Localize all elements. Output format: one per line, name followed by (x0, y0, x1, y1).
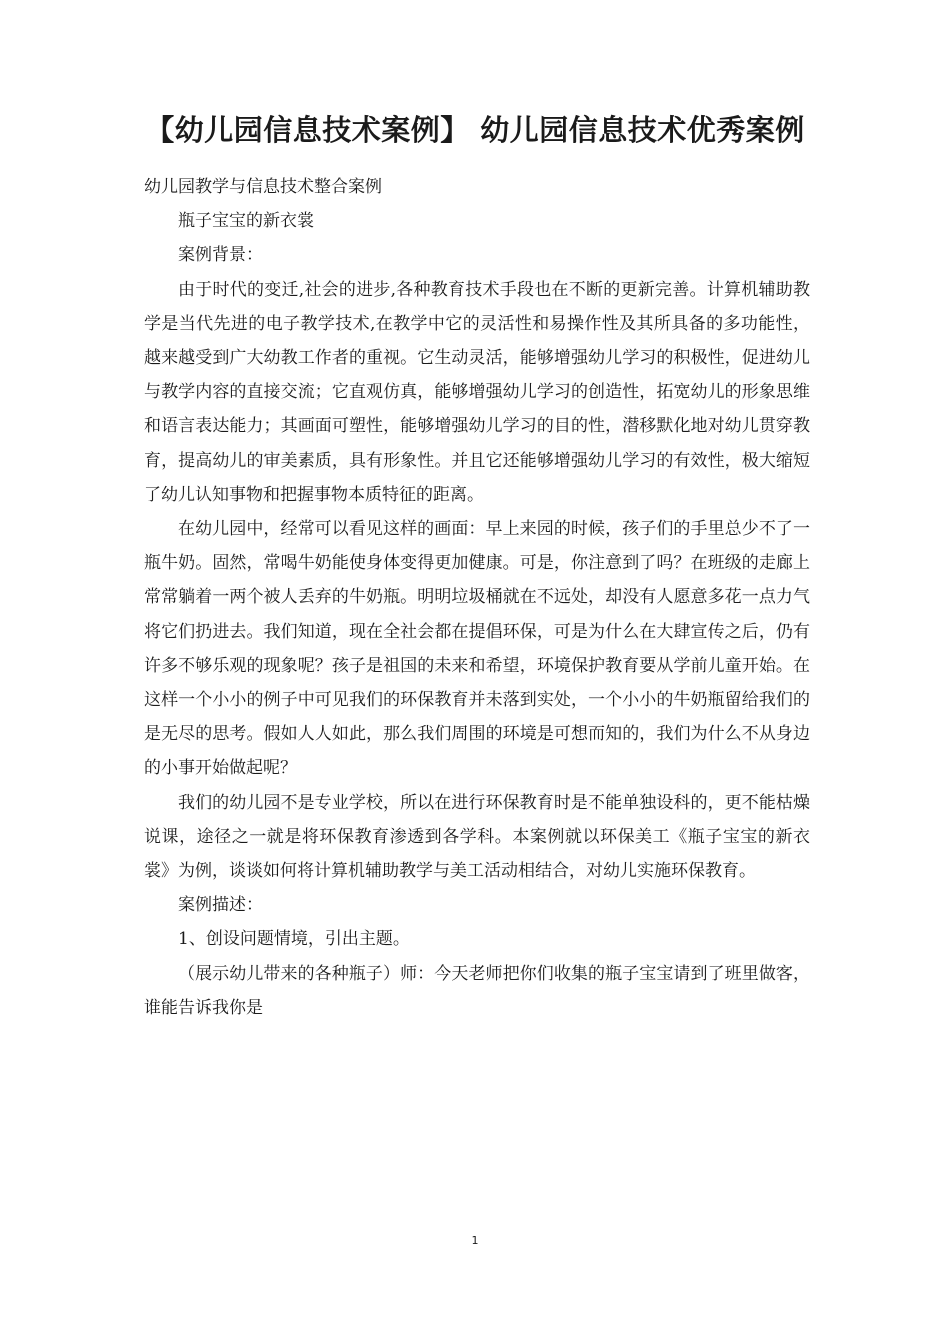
subtitle-paragraph: 幼儿园教学与信息技术整合案例 (144, 177, 382, 197)
body-paragraph: 我们的幼儿园不是专业学校，所以在进行环保教育时是不能单独设科的，更不能枯燥说课，途径之一就是将环保教育渗透到各学科。本案例就以环保美工《瓶子宝宝的新衣裳》为例，谈谈如何将计算机辅助教学与美工活动相结合，对幼儿实施环保教育。 (144, 792, 810, 882)
section-heading-background: 案例背景： (178, 245, 263, 266)
body-paragraph: 在幼儿园中，经常可以看见这样的画面：早上来园的时候，孩子们的手里总少不了一瓶牛奶。固然，常喝牛奶能使身体变得更加健康。可是，你注意到了吗？在班级的走廊上常常躺着一两个被人丢弃的牛奶瓶。明明垃圾桶就在不远处，却没有人愿意多花一点力气将它们扔进去。我们知道，现在全社会都在提倡环保，可是为什么在大肆宣传之后，仍有许多不够乐观的现象呢？孩子是祖国的未来和希望，环境保护教育要从学前儿童开始。在这样一个小小的例子中可见我们的环保教育并未落到实处，一个小小的牛奶瓶留给我们的是无尽的思考。假如人人如此，那么我们周围的环境是可想而知的，我们为什么不从身边的小事开始做起呢？ (144, 519, 810, 779)
list-item-paragraph: 1、创设问题情境，引出主题。 (178, 929, 410, 950)
body-paragraph: （展示幼儿带来的各种瓶子）师：今天老师把你们收集的瓶子宝宝请到了班里做客，谁能告诉我你是 (144, 963, 810, 1018)
page-number: 1 (471, 1234, 479, 1247)
section-heading-description: 案例描述： (178, 895, 263, 916)
body-paragraph: 由于时代的变迁,社会的进步,各种教育技术手段也在不断的更新完善。计算机辅助教学是当代先进的电子教学技术,在教学中它的灵活性和易操作性及其所具备的多功能性，越来越受到广大幼教工作者的重视。它生动灵活，能够增强幼儿学习的积极性，促进幼儿与教学内容的直接交流；它直观仿真，能够增强幼儿学习的创造性，拓宽幼儿的形象思维和语言表达能力；其画面可塑性，能够增强幼儿学习的目的性，潜移默化地对幼儿贯穿教育，提高幼儿的审美素质，具有形象性。并且它还能够增强幼儿学习的有效性，极大缩短了幼儿认知事物和把握事物本质特征的距离。 (144, 279, 810, 505)
document-body (144, 170, 810, 1025)
document-title: 【幼儿园信息技术案例】 幼儿园信息技术优秀案例 (145, 113, 805, 147)
case-title-paragraph: 瓶子宝宝的新衣裳 (178, 211, 314, 232)
